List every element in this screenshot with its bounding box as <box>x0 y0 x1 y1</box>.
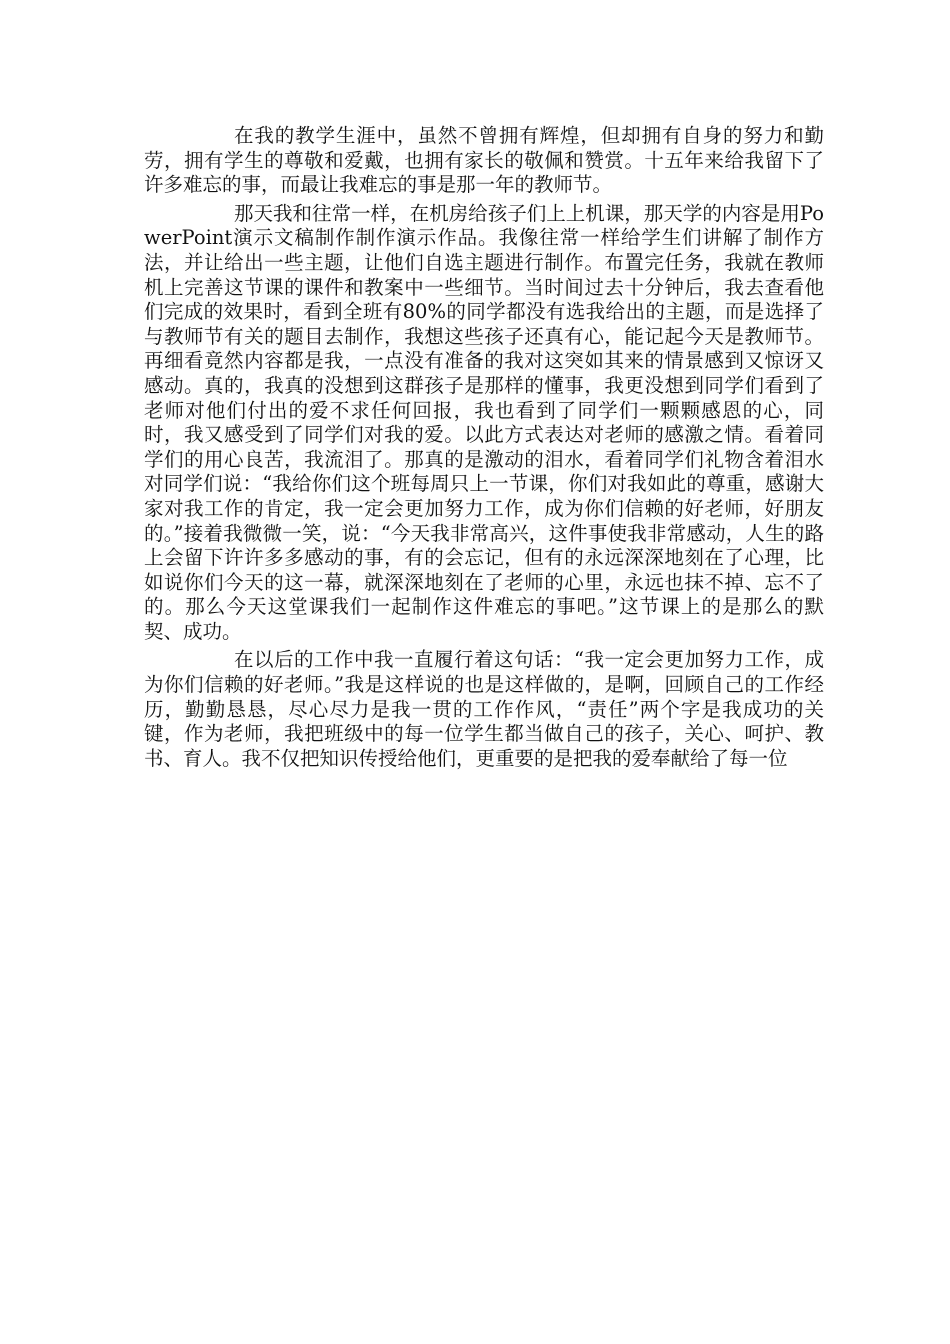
document-body <box>144 124 824 775</box>
paragraph-3: 在以后的工作中我一直履行着这句话：“我一定会更加努力工作，成为你们信赖的好老师。”我是这样说的也是这样做的，是啊，回顾自己的工作经历，勤勤恳恳，尽心尽力是我一贯的工作作风，“责任”两个字是我成功的关键，作为老师，我把班级中的每一位学生都当做自己的孩子，关心、呵护、教书、育人。我不仅把知识传授给他们，更重要的是把我的爱奉献给了每一位 <box>144 648 824 770</box>
paragraph-2: 那天我和往常一样，在机房给孩子们上上机课，那天学的内容是用PowerPoint演示文稿制作制作演示作品。我像往常一样给学生们讲解了制作方法，并让给出一些主题，让他们自选主题进行制作。布置完任务，我就在教师机上完善这节课的课件和教案中一些细节。当时间过去十分钟后，我去查看他们完成的效果时，看到全班有80%的同学都没有选我给出的主题，而是选择了与教师节有关的题目去制作，我想这些孩子还真有心，能记起今天是教师节。再细看竟然内容都是我，一点没有准备的我对这突如其来的情景感到又惊讶又感动。真的，我真的没想到这群孩子是那样的懂事，我更没想到同学们看到了老师对他们付出的爱不求任何回报，我也看到了同学们一颗颗感恩的心，同时，我又感受到了同学们对我的爱。以此方式表达对老师的感激之情。看着同学们的用心良苦，我流泪了。那真的是激动的泪水，看着同学们礼物含着泪水对同学们说：“我给你们这个班每周只上一节课，你们对我如此的尊重，感谢大家对我工作的肯定，我一定会更加努力工作，成为你们信赖的好老师，好朋友的。”接着我微微一笑，说：“今天我非常高兴，这件事使我非常感动，人生的路上会留下许许多多感动的事，有的会忘记，但有的永远深深地刻在了心理，比如说你们今天的这一幕，就深深地刻在了老师的心里，永远也抹不掉、忘不了的。那么今天这堂课我们一起制作这件难忘的事吧。”这节课上的是那么的默契、成功。 <box>144 201 824 643</box>
paragraph-1: 在我的教学生涯中，虽然不曾拥有辉煌，但却拥有自身的努力和勤劳，拥有学生的尊敬和爱戴，也拥有家长的敬佩和赞赏。十五年来给我留下了许多难忘的事，而最让我难忘的事是那一年的教师节。 <box>144 124 824 197</box>
